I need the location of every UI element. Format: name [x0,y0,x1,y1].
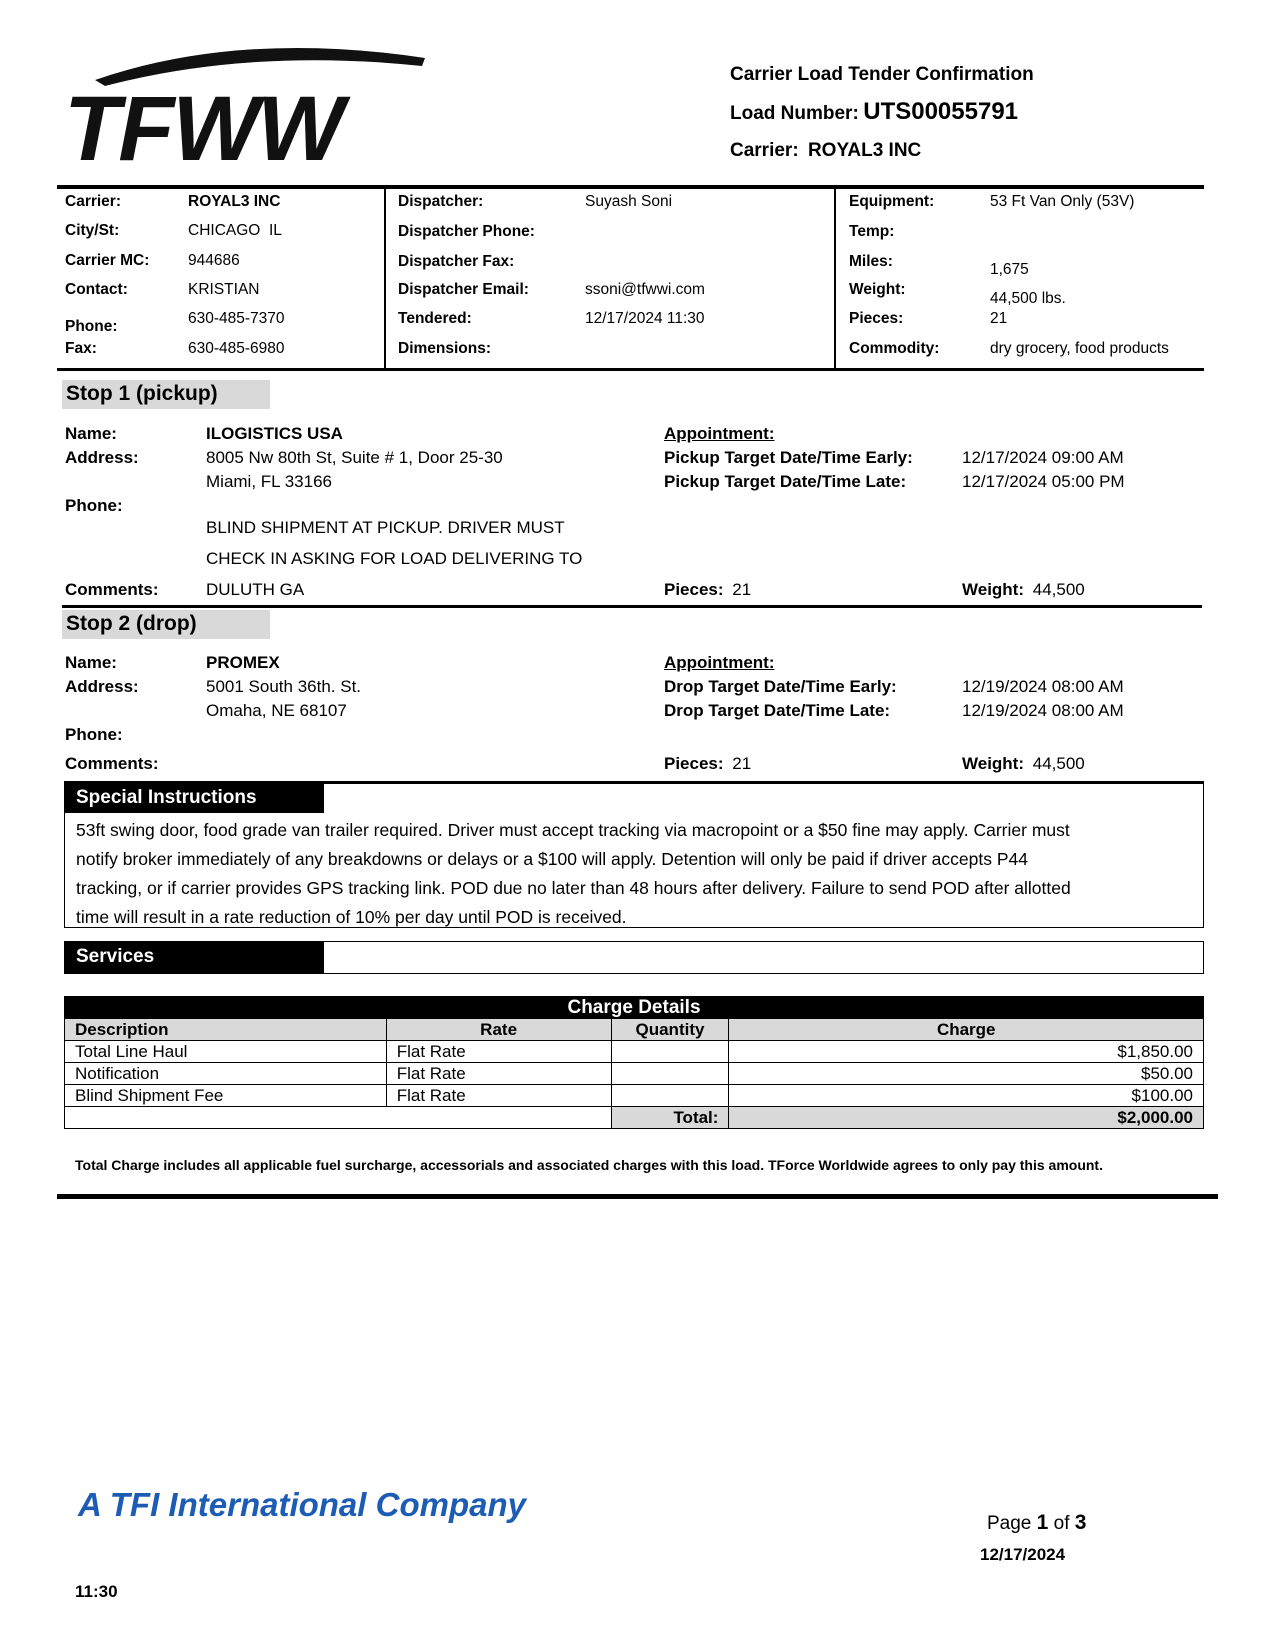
stop2-weight-label: Weight: [962,754,1025,773]
stop1-early-label: Pickup Target Date/Time Early: [664,448,913,467]
stop1-appointment-label: Appointment: [664,424,775,443]
load-number: UTS00055791 [863,98,1019,125]
stop2-late-label: Drop Target Date/Time Late: [664,701,891,720]
load-number-line [730,98,1018,126]
load-number-label: Load Number: [730,103,859,124]
carrier-value: ROYAL3 INC [188,193,281,210]
row-description: Blind Shipment Fee [65,1085,387,1107]
dimensions-label: Dimensions: [398,340,492,357]
stop1-weight-label: Weight: [962,580,1025,599]
tendered-value: 12/17/2024 11:30 [585,310,705,327]
tfi-company-tagline: A TFI International Company [78,1486,526,1523]
row-rate: Flat Rate [386,1063,611,1085]
total-row [65,1107,1204,1129]
weight-label: Weight: [849,281,906,298]
contact-value: KRISTIAN [188,281,260,298]
footer-time: 11:30 [75,1582,118,1601]
weight-value: 44,500 lbs. [990,290,1066,307]
stop2-pieces [664,754,751,774]
contact-label: Contact: [65,281,128,298]
stop2-name: PROMEX [206,653,280,672]
page-word: Page [987,1513,1032,1534]
stop1-heading: Stop 1 (pickup) [62,380,270,409]
dispatcher-label: Dispatcher: [398,193,484,210]
carrier-label: Carrier: [65,193,121,210]
row-rate: Flat Rate [386,1085,611,1107]
pieces-value: 21 [990,310,1008,327]
dispatcher-value: Suyash Soni [585,193,673,210]
stop1-pieces [664,580,751,600]
row-description: Total Line Haul [65,1041,387,1063]
charge-header-row [65,1019,1204,1041]
col-quantity-header: Quantity [611,1019,729,1041]
phone-value: 630-485-7370 [188,310,285,327]
special-line-1: 53ft swing door, food grade van trailer required. Driver must accept tracking via macropoint or a $50 fine may apply. Carrier must [76,820,1070,840]
col-rate-header: Rate [386,1019,611,1041]
equipment-value: 53 Ft Van Only (53V) [990,193,1135,210]
total-label: Total: [611,1107,729,1129]
stop2-late-value: 12/19/2024 08:00 AM [962,701,1124,720]
tendered-label: Tendered: [398,310,472,327]
row-quantity [611,1085,729,1107]
of-word: of [1053,1513,1070,1534]
stop1-pieces-value: 21 [732,580,752,599]
col-charge-header: Charge [729,1019,1204,1041]
row-rate: Flat Rate [386,1041,611,1063]
dispatcher-phone-label: Dispatcher Phone: [398,223,535,240]
logo-swoosh-icon [60,40,430,165]
row-charge: $1,850.00 [729,1041,1204,1063]
logo-text: TFWW [64,78,343,165]
header-carrier-value: ROYAL3 INC [807,140,922,161]
stop1-address2: Miami, FL 33166 [206,472,332,491]
miles-label: Miles: [849,253,893,270]
stop1-bottom-rule [62,605,1202,608]
charge-details-table [64,996,1204,1129]
commodity-label: Commodity: [849,340,940,357]
special-instructions-heading: Special Instructions [64,783,324,813]
temp-label: Temp: [849,223,895,240]
footer-rule [57,1194,1218,1199]
stop2-address2: Omaha, NE 68107 [206,701,347,720]
stop2-early-label: Drop Target Date/Time Early: [664,677,897,696]
row-quantity [611,1063,729,1085]
phone-label: Phone: [65,318,118,335]
stop2-early-value: 12/19/2024 08:00 AM [962,677,1124,696]
stop1-comment-line3: DULUTH GA [206,580,305,599]
header-carrier-label: Carrier: [730,140,799,161]
total-value: $2,000.00 [729,1107,1204,1129]
info-top-rule [57,185,1204,189]
special-line-2: notify broker immediately of any breakdowns or delays or a $100 will apply. Detention will only be paid if driver accepts P44 [76,849,1028,869]
stop1-pieces-label: Pieces: [664,580,724,599]
page-indicator [987,1511,1086,1535]
stop1-comments-label: Comments: [65,580,159,599]
charge-title-row [65,997,1204,1019]
info-divider-2 [834,188,836,369]
table-row [65,1085,1204,1107]
stop1-late-value: 12/17/2024 05:00 PM [962,472,1125,491]
stop1-phone-label: Phone: [65,496,123,515]
stop2-appointment-label: Appointment: [664,653,775,672]
fax-value: 630-485-6980 [188,340,285,357]
col-description-header: Description [65,1019,387,1041]
pieces-label: Pieces: [849,310,904,327]
info-bottom-rule [57,368,1204,371]
city-label: City/St: [65,222,120,239]
stop1-early-value: 12/17/2024 09:00 AM [962,448,1124,467]
row-description: Notification [65,1063,387,1085]
tfww-logo [60,40,430,165]
table-row [65,1041,1204,1063]
stop2-name-label: Name: [65,653,117,672]
stop2-phone-label: Phone: [65,725,123,744]
stop1-name: ILOGISTICS USA [206,424,343,443]
row-quantity [611,1041,729,1063]
page-number: 1 [1036,1511,1049,1534]
stop2-pieces-value: 21 [732,754,752,773]
special-line-4: time will result in a rate reduction of 10% per day until POD is received. [76,907,627,927]
total-blank-cell [65,1107,612,1129]
stop1-comment-line1: BLIND SHIPMENT AT PICKUP. DRIVER MUST [206,518,565,537]
charge-note: Total Charge includes all applicable fuel surcharge, accessorials and associated charges with this load. TForce Worldwide agrees to only pay this amount. [75,1157,1103,1173]
special-instructions-text [76,816,1071,932]
stop2-comments-label: Comments: [65,754,159,773]
stop2-weight-value: 44,500 [1032,754,1085,773]
total-pages: 3 [1074,1511,1087,1534]
stop1-late-label: Pickup Target Date/Time Late: [664,472,907,491]
special-line-3: tracking, or if carrier provides GPS tracking link. POD due no later than 48 hours after delivery. Failure to send POD after allotted [76,878,1071,898]
document-title: Carrier Load Tender Confirmation [730,64,1034,85]
carrier-mc-label: Carrier MC: [65,252,150,269]
commodity-value: dry grocery, food products [990,340,1169,357]
stop1-address-label: Address: [65,448,139,467]
stop1-weight-value: 44,500 [1032,580,1085,599]
row-charge: $50.00 [729,1063,1204,1085]
row-charge: $100.00 [729,1085,1204,1107]
stop2-address1: 5001 South 36th. St. [206,677,362,696]
header-carrier-line [730,140,921,162]
stop1-comment-line2: CHECK IN ASKING FOR LOAD DELIVERING TO [206,549,583,568]
table-row [65,1063,1204,1085]
stop2-heading: Stop 2 (drop) [62,610,270,639]
equipment-label: Equipment: [849,193,935,210]
fax-label: Fax: [65,340,97,357]
city-value: CHICAGO IL [188,222,282,239]
stop2-weight [962,754,1085,774]
charge-details-title: Charge Details [65,997,1204,1019]
stop1-name-label: Name: [65,424,117,443]
dispatcher-email-label: Dispatcher Email: [398,281,529,298]
footer-date: 12/17/2024 [980,1545,1066,1564]
dispatcher-fax-label: Dispatcher Fax: [398,253,515,270]
carrier-mc-value: 944686 [188,252,240,269]
stop1-weight [962,580,1085,600]
miles-value: 1,675 [990,261,1029,278]
services-heading: Services [64,942,324,973]
stop2-address-label: Address: [65,677,139,696]
info-divider-1 [384,188,386,369]
dispatcher-email-value[interactable]: ssoni@tfwwi.com [585,281,705,298]
stop1-address1: 8005 Nw 80th St, Suite # 1, Door 25-30 [206,448,503,467]
stop2-pieces-label: Pieces: [664,754,724,773]
